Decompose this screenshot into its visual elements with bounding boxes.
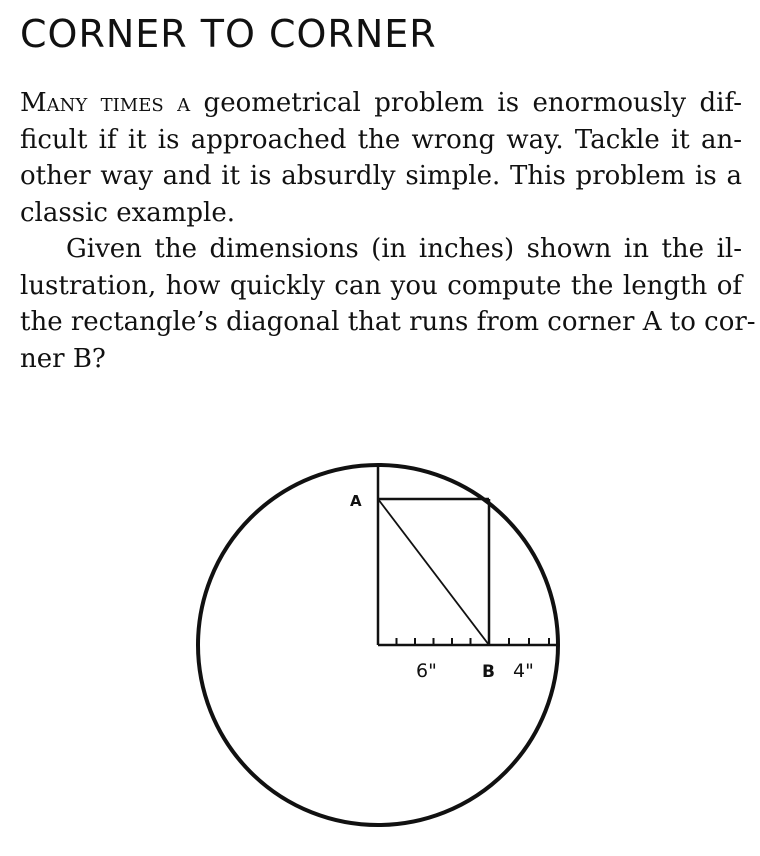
paragraph-2-line-3: the rectangle’s diagonal that runs from corner A to cor- [20,307,756,337]
paragraph-1-line-4: classic example. [20,197,236,228]
label-a: A [350,492,362,510]
diagonal-a-to-b [378,499,489,645]
lead-in-smallcaps: Many times a [20,88,191,118]
dimension-left-6in: 6" [416,660,437,682]
paragraph-1-line-1-rest: geometrical problem is enormously dif- [190,88,742,118]
figure-svg [186,455,576,845]
paragraph-1-line-2: ficult if it is approached the wrong way. Tackle it an- [20,124,742,155]
problem-text [20,85,756,377]
paragraph-2-line-4: ner B? [20,343,106,374]
label-b: B [482,662,495,682]
paragraph-2-line-1: Given the dimensions (in inches) shown in the il- [66,234,742,264]
page-title: CORNER TO CORNER [20,12,437,56]
dimension-right-4in: 4" [513,660,534,682]
paragraph-1-line-3: other way and it is absurdly simple. This problem is a [20,161,742,191]
paragraph-1-line-1 [20,85,742,122]
paragraph-1 [20,85,742,231]
paragraph-2-line-2: lustration, how quickly can you compute the length of [20,270,742,301]
paragraph-2 [20,231,756,377]
geometry-figure [186,455,576,845]
